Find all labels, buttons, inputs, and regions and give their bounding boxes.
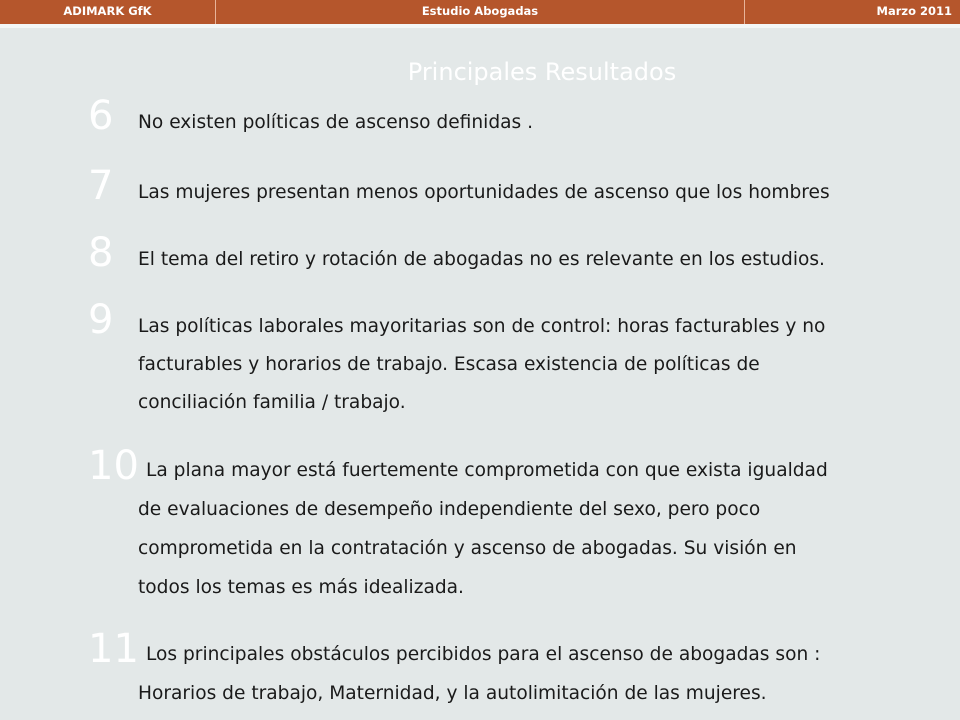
item-number: 6 xyxy=(88,93,114,139)
item-text-line: conciliación familia / trabajo. xyxy=(138,392,406,413)
item-number: 10 xyxy=(88,443,139,489)
header-company: ADIMARK GfK xyxy=(63,4,152,18)
item-text-line: de evaluaciones de desempeño independiente del sexo, pero poco xyxy=(138,499,761,520)
item-text-line: Horarios de trabajo, Maternidad, y la autolimitación de las mujeres. xyxy=(138,683,767,704)
header-rule xyxy=(0,24,960,28)
item-text-line: todos los temas es más idealizada. xyxy=(138,577,464,598)
item-text-line: Las políticas laborales mayoritarias son de control: horas facturables y no xyxy=(138,316,826,337)
item-text-line: La plana mayor está fuertemente comprometida con que exista igualdad xyxy=(146,460,828,481)
header-date: Marzo 2011 xyxy=(876,4,952,18)
item-number: 8 xyxy=(88,230,114,276)
item-number: 7 xyxy=(88,163,114,209)
header-study: Estudio Abogadas xyxy=(421,4,539,18)
item-text: No existen políticas de ascenso definidas . xyxy=(138,112,534,133)
page-title: Principales Resultados xyxy=(407,58,677,86)
item-text-line: comprometida en la contratación y ascenso de abogadas. Su visión en xyxy=(138,538,797,559)
header-bar xyxy=(0,0,960,24)
item-text: El tema del retiro y rotación de abogadas no es relevante en los estudios. xyxy=(138,249,825,270)
item-text-line: facturables y horarios de trabajo. Escasa existencia de políticas de xyxy=(138,354,760,375)
item-number: 11 xyxy=(88,626,139,672)
item-text: Las mujeres presentan menos oportunidades de ascenso que los hombres xyxy=(138,182,830,203)
item-number: 9 xyxy=(88,297,114,343)
item-text-line: Los principales obstáculos percibidos para el ascenso de abogadas son : xyxy=(146,644,821,665)
